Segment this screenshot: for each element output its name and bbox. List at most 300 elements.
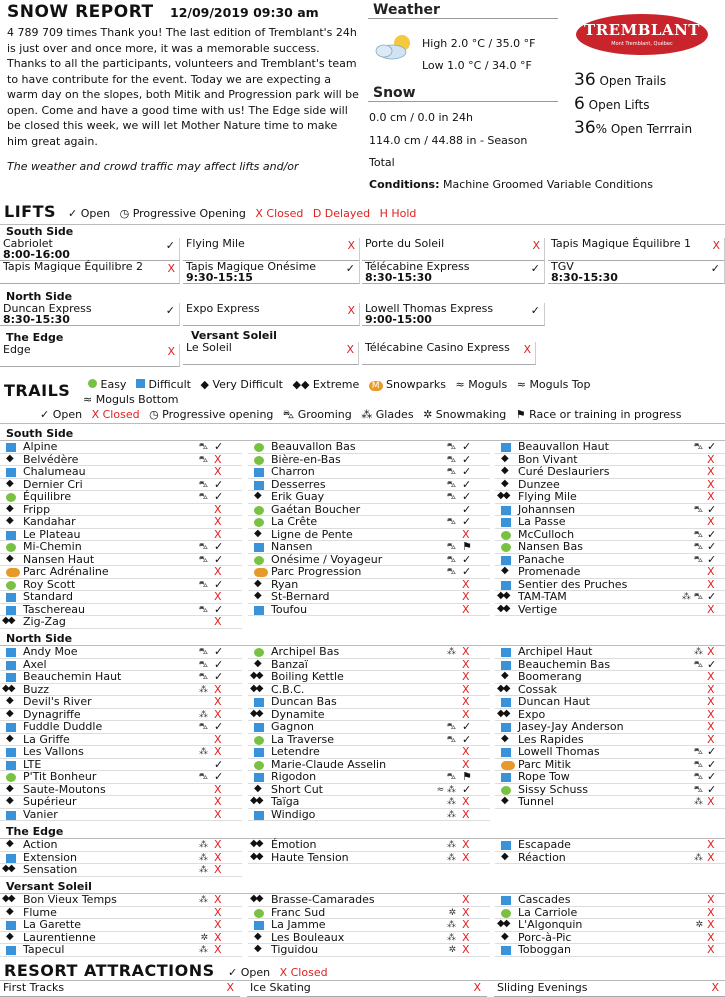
trail-features-icon: ⁂ [694, 852, 703, 863]
lift-status: ✓ [165, 304, 175, 317]
trail-name: Johannsen [518, 502, 576, 516]
trail-row-beauchemin-haut [0, 671, 242, 684]
trail-name: Devil's River [23, 695, 92, 708]
easy-icon [501, 543, 511, 552]
trail-row-duncan-bas [248, 696, 490, 709]
lift-name: Tapis Magique Équilibre 1 [551, 237, 691, 250]
easy-icon [254, 556, 264, 565]
trail-status: X [462, 577, 470, 591]
trail-name: Toufou [271, 602, 308, 616]
stat-label: Open Trails [599, 74, 667, 88]
trail-group-heading: North Side [6, 632, 73, 645]
very-difficult-icon [254, 493, 264, 502]
trail-row-toboggan [495, 944, 725, 957]
trail-name: Rope Tow [518, 770, 570, 783]
trail-status: X [462, 527, 470, 541]
lift-status: X [167, 345, 175, 358]
difficult-icon [6, 468, 16, 477]
trail-name: Dynagriffe [23, 707, 81, 721]
trail-features-icon: ⛍ [446, 554, 456, 565]
trail-row-la-garette [0, 919, 242, 932]
moguls-bottom-icon: ≈ [83, 393, 93, 406]
very-difficult-icon [6, 909, 16, 918]
trail-name: La Garette [23, 918, 82, 931]
trail-row-andy-moe [0, 646, 242, 659]
difficult-icon [6, 921, 16, 930]
difficult-icon [6, 661, 16, 670]
trail-row-st-bernard [248, 591, 490, 604]
trail-name: Dernier Cri [23, 477, 83, 491]
trail-status: X [214, 918, 222, 931]
snow-24h: 0.0 cm / 0.0 in 24h [369, 111, 473, 124]
trail-features-icon: ⁂ [199, 684, 208, 695]
difficult-icon [6, 854, 16, 863]
trail-features-icon: ⛍ [446, 492, 456, 502]
trail-status: ✓ [462, 732, 472, 746]
lift-status: ✓ [530, 262, 540, 275]
trails-legend-levels [88, 378, 596, 391]
trail-features-icon: ⛍ [693, 542, 703, 552]
legend-open: ✓ Open [40, 408, 83, 421]
trail-status: ✓ [707, 590, 717, 603]
trail-name: Beauchemin Bas [518, 657, 611, 671]
trail-name: La Traverse [271, 732, 335, 746]
legend-open: ✓ Open [228, 966, 271, 979]
trail-features-icon: ⛍ [446, 542, 456, 552]
trail-features-icon: ⁂ [447, 920, 456, 930]
trail-name: Émotion [271, 838, 317, 851]
trails-heading: TRAILS [4, 381, 71, 400]
trail-features-icon: ⛍ [446, 567, 456, 577]
trail-name: Buzz [23, 682, 50, 696]
trail-features-icon: ⁂ [447, 797, 456, 807]
trail-name: Fuddle Duddle [23, 720, 103, 733]
difficult-icon [6, 946, 16, 955]
lift-item-expo-express [183, 303, 360, 326]
trail-row-cascades [495, 894, 725, 907]
stat-number: 36 [574, 118, 596, 138]
attraction-ice-skating [247, 981, 487, 997]
trail-name: Parc Mitik [518, 757, 571, 771]
trail-status: X [707, 695, 715, 708]
report-text [7, 25, 359, 182]
trail-status: X [462, 943, 470, 956]
lift-hours: 8:00-16:00 [3, 248, 70, 261]
difficult-icon [501, 723, 511, 732]
difficult-icon [254, 468, 264, 477]
lift-name: Télécabine Express [365, 260, 470, 273]
trail-name: Nansen Bas [518, 540, 583, 553]
trail-name: Laurentienne [23, 930, 96, 944]
lift-group-heading: North Side [6, 290, 73, 303]
trail-features-icon: ⛍ [198, 604, 208, 615]
trail-name: La Jamme [271, 918, 326, 931]
very-difficult-icon [6, 556, 16, 565]
tremblant-logo[interactable] [576, 14, 708, 55]
very-difficult-icon [254, 946, 264, 955]
trail-name: Bon Vieux Temps [23, 893, 117, 906]
trail-name: La Crête [271, 515, 318, 528]
trail-features-icon: ≈ ⁂ [436, 784, 456, 795]
trail-name: Archipel Bas [271, 645, 340, 658]
difficult-icon [501, 896, 511, 905]
trail-status: ✓ [462, 490, 472, 503]
trail-name: Flume [23, 905, 57, 919]
lift-group-heading: Versant Soleil [191, 329, 277, 342]
trail-status: X [214, 695, 222, 708]
trail-features-icon: ⁂ [447, 840, 456, 850]
attraction-status: X [711, 981, 719, 994]
report-datetime: 12/09/2019 09:30 am [170, 5, 319, 20]
lift-name: Flying Mile [186, 237, 245, 250]
very-difficult-icon [501, 854, 511, 863]
trail-status: ✓ [707, 502, 717, 516]
trail-features-icon: ⁂ [694, 797, 703, 807]
trail-name: Porc-à-Pic [518, 930, 572, 944]
trail-group-heading: The Edge [6, 825, 64, 838]
very-difficult-icon [254, 531, 264, 540]
trail-status: X [214, 515, 222, 528]
trail-row-toufou [248, 604, 490, 617]
trail-status: X [707, 565, 715, 578]
trail-status: X [707, 838, 715, 851]
difficult-icon [254, 773, 264, 782]
lift-name: TGV [551, 260, 574, 273]
trail-name: Franc Sud [271, 905, 326, 919]
lift-name: Porte du Soleil [365, 237, 445, 250]
trail-name: Ryan [271, 577, 299, 591]
easy-icon [254, 518, 264, 527]
difficult-icon [6, 593, 16, 602]
trail-status: X [214, 782, 222, 796]
extreme-icon [254, 798, 264, 807]
snowpark-icon [501, 761, 515, 770]
trail-row-les-vallons [0, 746, 242, 759]
trail-row-nansen [248, 541, 490, 554]
trail-status: X [707, 943, 715, 956]
trail-row-la-crete [248, 516, 490, 529]
trail-name: Duncan Bas [271, 695, 337, 708]
trail-status: ✓ [214, 540, 224, 553]
stat-open-lifts [574, 94, 650, 114]
trail-name: Dunzee [518, 477, 560, 491]
trail-name: Erik Guay [271, 490, 325, 503]
trail-features-icon: ⁂ [447, 647, 456, 657]
snowpark-icon [254, 568, 268, 577]
trail-status: ✓ [214, 645, 224, 658]
trail-features-icon: ⛍ [693, 747, 703, 757]
trail-name: Les Bouleaux [271, 930, 345, 944]
trail-row-boiling-kettle [248, 671, 490, 684]
trail-status: ✓ [214, 577, 224, 591]
lift-name: Lowell Thomas Express [365, 302, 494, 315]
trail-features-icon: ⛍ [198, 772, 208, 782]
easy-icon [254, 909, 264, 918]
trail-status: ✓ [214, 770, 224, 783]
trail-name: Sissy Schuss [518, 782, 588, 796]
very-difficult-icon [254, 593, 264, 602]
trail-group-heading: Versant Soleil [6, 880, 92, 893]
trail-status: X [462, 707, 470, 721]
trail-status: ✓ [462, 565, 472, 578]
report-paragraph-italic: The weather and crowd traffic may affect lifts and/or [7, 160, 299, 173]
trail-features-icon: ✲ [200, 932, 208, 943]
trail-name: Gagnon [271, 720, 314, 733]
very-difficult-icon [501, 736, 511, 745]
stat-number: 6 [574, 94, 585, 114]
lift-hours: 8:30-15:30 [3, 313, 70, 326]
extreme-icon [501, 686, 511, 695]
logo-text: TREMBLANT [584, 21, 700, 39]
trail-features-icon: ⛍ [198, 579, 208, 590]
attraction-first-tracks [0, 981, 240, 997]
trail-status: X [214, 590, 222, 603]
trail-status: X [462, 918, 470, 931]
difficult-icon [254, 921, 264, 930]
trail-group-heading: South Side [6, 427, 74, 440]
trail-status: X [707, 682, 715, 696]
trail-name: Supérieur [23, 795, 77, 808]
trail-name: C.B.C. [271, 682, 305, 696]
difficult-icon [6, 761, 16, 770]
difficult-icon [501, 556, 511, 565]
very-difficult-icon: ◆ [200, 378, 209, 391]
extreme-icon [254, 841, 264, 850]
difficult-icon [501, 518, 511, 527]
lift-name: Tapis Magique Équilibre 2 [3, 260, 143, 273]
trail-name: McCulloch [518, 527, 575, 541]
difficult-icon [254, 698, 264, 707]
trail-status: X [214, 850, 222, 864]
trail-name: St-Bernard [271, 590, 330, 603]
trail-row-tiguidou [248, 944, 490, 957]
trail-name: Le Plateau [23, 527, 81, 541]
conditions-value: Machine Groomed Variable Conditions [442, 178, 653, 191]
attraction-name: Sliding Evenings [497, 981, 588, 994]
trail-features-icon: ⛍ [693, 659, 703, 670]
trail-row-alpine [0, 441, 242, 454]
trail-name: Escapade [518, 838, 571, 851]
trail-name: Standard [23, 590, 74, 603]
trail-row-equilibre [0, 491, 242, 504]
trail-name: Mi-Chemin [23, 540, 82, 553]
trail-name: Rigodon [271, 770, 317, 783]
trails-legend-moguls-bottom [83, 393, 179, 406]
lift-item-tapis-magique-equilibre-2 [0, 261, 180, 284]
trail-name: Letendre [271, 745, 320, 758]
difficult-icon [501, 841, 511, 850]
trail-name: Fripp [23, 502, 51, 516]
very-difficult-icon [501, 456, 511, 465]
trail-status: X [462, 645, 470, 658]
lift-status: X [167, 262, 175, 275]
trail-status: X [462, 893, 470, 906]
trail-name: Beauvallon Bas [271, 440, 356, 453]
trail-row-la-jamme [248, 919, 490, 932]
trail-row-erik-guay [248, 491, 490, 504]
easy-icon [254, 456, 264, 465]
difficult-icon [501, 946, 511, 955]
snowpark-icon: M [369, 381, 383, 391]
difficult-icon [254, 481, 264, 490]
trail-name: Réaction [518, 850, 566, 864]
trail-name: Duncan Haut [518, 695, 590, 708]
trail-name: Les Vallons [23, 745, 84, 758]
trail-name: Équilibre [23, 490, 72, 503]
trail-name: P'Tit Bonheur [23, 770, 97, 783]
trail-row-beauvallon-bas [248, 441, 490, 454]
trail-row-tapecul [0, 944, 242, 957]
difficult-icon [254, 811, 264, 820]
trail-features-icon: ✲ [448, 907, 456, 918]
trail-name: Curé Deslauriers [518, 465, 610, 478]
very-difficult-icon [254, 786, 264, 795]
very-difficult-icon [6, 456, 16, 465]
trail-row-beauvallon-haut [495, 441, 725, 454]
trail-status: X [462, 745, 470, 758]
trail-status: ✓ [707, 440, 717, 453]
very-difficult-icon [6, 798, 16, 807]
very-difficult-icon [6, 786, 16, 795]
trail-row-sensation [0, 864, 242, 877]
lift-status: ✓ [530, 304, 540, 317]
very-difficult-icon [254, 934, 264, 943]
trail-features-icon: ⛍ [446, 734, 456, 745]
legend-moguls-bottom: Moguls Bottom [95, 393, 179, 406]
lift-item-cabriolet [0, 238, 180, 261]
lift-item-telecabine-express [362, 261, 545, 284]
trail-status: ✓ [214, 757, 224, 771]
trail-status: X [462, 590, 470, 603]
extreme-icon [501, 711, 511, 720]
trail-name: Chalumeau [23, 465, 86, 478]
legend-progressive: ◷ Progressive opening [149, 408, 274, 421]
trail-row-tunnel [495, 796, 725, 809]
trail-status: X [707, 490, 715, 503]
trail-name: Haute Tension [271, 850, 349, 864]
very-difficult-icon [6, 711, 16, 720]
extreme-icon [6, 686, 16, 695]
trail-features-icon: ⛍ [693, 442, 703, 452]
trail-row-cure-deslauriers [495, 466, 725, 479]
trail-status: X [214, 465, 222, 478]
trail-status: X [214, 893, 222, 906]
trail-status: ✓ [462, 440, 472, 453]
trail-row-jasey-jay-anderson [495, 721, 725, 734]
trail-row-action [0, 839, 242, 852]
trail-row-rope-tow [495, 771, 725, 784]
trail-features-icon: ⛍ [198, 454, 208, 465]
trail-name: Tunnel [518, 795, 554, 808]
attraction-name: First Tracks [3, 981, 65, 994]
lift-item-porte-du-soleil [362, 238, 545, 261]
trail-status: X [462, 657, 470, 671]
lift-hours: 9:30-15:15 [186, 271, 253, 284]
trail-row-superieur [0, 796, 242, 809]
lift-item-tapis-magique-onesime [183, 261, 360, 284]
difficult-icon [254, 543, 264, 552]
trail-status: ✓ [462, 502, 472, 516]
stat-label: Open Lifts [588, 98, 650, 112]
very-difficult-icon [501, 481, 511, 490]
trail-features-icon: ⛍ [198, 554, 208, 565]
trail-status: X [214, 863, 222, 876]
trail-name: Nansen Haut [23, 552, 95, 566]
trail-name: Taïga [271, 795, 300, 808]
trail-name: Banzaï [271, 657, 308, 671]
very-difficult-icon [501, 468, 511, 477]
lift-status: X [347, 304, 355, 317]
trail-name: Expo [518, 707, 546, 721]
trail-features-icon: ⛍ [198, 442, 208, 452]
trail-name: Toboggan [518, 943, 571, 956]
legend-closed: X Closed [279, 966, 328, 979]
easy-icon [6, 581, 16, 590]
trail-features-icon: ✲ [448, 945, 456, 955]
extreme-icon [6, 896, 16, 905]
difficult-icon [501, 773, 511, 782]
difficult-icon [254, 606, 264, 615]
trail-status: X [462, 838, 470, 851]
trail-status: X [214, 795, 222, 808]
trail-name: Extension [23, 850, 78, 864]
trail-name: Taschereau [23, 602, 85, 616]
very-difficult-icon [6, 841, 16, 850]
trail-status: X [214, 930, 222, 944]
trail-status: X [707, 602, 715, 616]
legend-progressive: ◷ Progressive Opening [119, 207, 246, 220]
trail-features-icon: ⛍ [693, 784, 703, 795]
trail-status: X [214, 502, 222, 516]
trail-row-emotion [248, 839, 490, 852]
very-difficult-icon [501, 673, 511, 682]
trail-features-icon: ⛍ [693, 772, 703, 782]
trail-name: TAM-TAM [518, 590, 567, 603]
trail-status: X [707, 795, 715, 808]
legend-glades: ⁂ Glades [361, 408, 414, 421]
attraction-status: X [226, 981, 234, 994]
trail-name: Bière-en-Bas [271, 452, 341, 466]
trail-row-bon-vieux-temps [0, 894, 242, 907]
extreme-icon [501, 606, 511, 615]
attraction-status: X [473, 981, 481, 994]
trail-name: Parc Progression [271, 565, 362, 578]
very-difficult-icon [501, 934, 511, 943]
trail-status: ✓ [462, 552, 472, 566]
page-title: SNOW REPORT [7, 2, 154, 22]
lift-item-le-soleil [183, 342, 359, 365]
difficult-icon [6, 811, 16, 820]
attractions-heading: RESORT ATTRACTIONS [4, 961, 215, 980]
trail-name: L'Algonquin [518, 918, 583, 931]
trail-row-vanier [0, 809, 242, 822]
legend-closed: X Closed [91, 408, 140, 421]
trail-features-icon: ⁂ [447, 932, 456, 943]
trail-features-icon: ⛍ [446, 454, 456, 465]
lift-hours: 9:00-15:00 [365, 313, 432, 326]
trail-row-windigo [248, 809, 490, 822]
easy-icon [501, 909, 511, 918]
trail-name: Dynamite [271, 707, 325, 721]
trail-name: Charron [271, 465, 315, 478]
trail-status: X [707, 930, 715, 944]
trail-status: ✓ [214, 720, 224, 733]
trail-row-reaction [495, 852, 725, 865]
trail-status: ✓ [707, 552, 717, 566]
lift-item-tapis-magique-equilibre-1 [548, 238, 725, 261]
trail-status: X [707, 477, 715, 491]
trail-name: Saute-Moutons [23, 782, 106, 796]
